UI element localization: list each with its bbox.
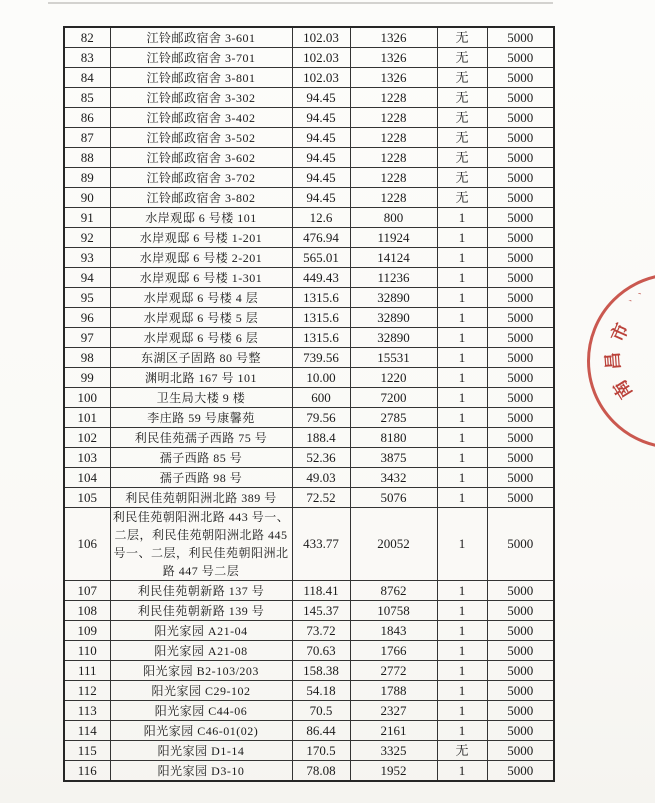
- standard-cell: 5000: [487, 581, 554, 601]
- table-row: [64, 741, 554, 761]
- amount-cell: 1326: [350, 27, 437, 48]
- area-cell: 600: [292, 388, 350, 408]
- seal-mark: 、: [624, 290, 638, 304]
- amount-cell: 8180: [350, 428, 437, 448]
- table-row: [64, 581, 554, 601]
- table-row: [64, 468, 554, 488]
- address-cell: 孺子西路 85 号: [110, 448, 292, 468]
- amount-cell: 15531: [350, 348, 437, 368]
- flag-cell: 无: [437, 168, 487, 188]
- flag-cell: 1: [437, 581, 487, 601]
- flag-cell: 1: [437, 448, 487, 468]
- table-row: [64, 188, 554, 208]
- flag-cell: 1: [437, 508, 487, 581]
- standard-cell: 5000: [487, 348, 554, 368]
- row-no-cell: 86: [64, 108, 110, 128]
- standard-cell: 5000: [487, 48, 554, 68]
- standard-cell: 5000: [487, 208, 554, 228]
- row-no-cell: 108: [64, 601, 110, 621]
- table-row: [64, 721, 554, 741]
- standard-cell: 5000: [487, 448, 554, 468]
- amount-cell: 2785: [350, 408, 437, 428]
- address-cell: 水岸观邸 6 号楼 2-201: [110, 248, 292, 268]
- area-cell: 49.03: [292, 468, 350, 488]
- row-no-cell: 93: [64, 248, 110, 268]
- row-no-cell: 106: [64, 508, 110, 581]
- standard-cell: 5000: [487, 88, 554, 108]
- flag-cell: 1: [437, 601, 487, 621]
- amount-cell: 1228: [350, 128, 437, 148]
- amount-cell: 8762: [350, 581, 437, 601]
- standard-cell: 5000: [487, 408, 554, 428]
- amount-cell: 2772: [350, 661, 437, 681]
- area-cell: 94.45: [292, 88, 350, 108]
- amount-cell: 11924: [350, 228, 437, 248]
- flag-cell: 无: [437, 741, 487, 761]
- address-cell: 利民佳苑朝阳洲北路 443 号一、二层，利民佳苑朝阳洲北路 445 号一、二层，利民佳苑朝阳洲北路 447 号二层: [110, 508, 292, 581]
- address-cell: 江铃邮政宿舍 3-402: [110, 108, 292, 128]
- address-cell: 利民佳苑孺子西路 75 号: [110, 428, 292, 448]
- area-cell: 102.03: [292, 27, 350, 48]
- table-row: [64, 348, 554, 368]
- address-cell: 李庄路 59 号康馨苑: [110, 408, 292, 428]
- table-row: [64, 681, 554, 701]
- area-cell: 449.43: [292, 268, 350, 288]
- row-no-cell: 112: [64, 681, 110, 701]
- row-no-cell: 96: [64, 308, 110, 328]
- seal-text-char: 南: [609, 376, 637, 403]
- seal-text-char: 昌: [602, 351, 624, 371]
- amount-cell: 3875: [350, 448, 437, 468]
- standard-cell: 5000: [487, 268, 554, 288]
- area-cell: 70.63: [292, 641, 350, 661]
- address-cell: 阳光家园 B2-103/203: [110, 661, 292, 681]
- row-no-cell: 88: [64, 148, 110, 168]
- flag-cell: 1: [437, 348, 487, 368]
- amount-cell: 10758: [350, 601, 437, 621]
- flag-cell: 1: [437, 288, 487, 308]
- amount-cell: 2161: [350, 721, 437, 741]
- table-row: [64, 208, 554, 228]
- row-no-cell: 114: [64, 721, 110, 741]
- row-no-cell: 101: [64, 408, 110, 428]
- row-no-cell: 95: [64, 288, 110, 308]
- address-cell: 江铃邮政宿舍 3-802: [110, 188, 292, 208]
- area-cell: 102.03: [292, 68, 350, 88]
- area-cell: 10.00: [292, 368, 350, 388]
- table-row: [64, 27, 554, 48]
- address-cell: 利民佳苑朝阳洲北路 389 号: [110, 488, 292, 508]
- address-cell: 渊明北路 167 号 101: [110, 368, 292, 388]
- address-cell: 水岸观邸 6 号楼 6 层: [110, 328, 292, 348]
- seal-ring: [587, 273, 655, 449]
- address-cell: 江铃邮政宿舍 3-502: [110, 128, 292, 148]
- flag-cell: 无: [437, 48, 487, 68]
- flag-cell: 无: [437, 188, 487, 208]
- address-cell: 江铃邮政宿舍 3-302: [110, 88, 292, 108]
- standard-cell: 5000: [487, 168, 554, 188]
- address-cell: 江铃邮政宿舍 3-602: [110, 148, 292, 168]
- standard-cell: 5000: [487, 188, 554, 208]
- flag-cell: 无: [437, 148, 487, 168]
- amount-cell: 3432: [350, 468, 437, 488]
- standard-cell: 5000: [487, 488, 554, 508]
- table-row: [64, 268, 554, 288]
- table-row: [64, 621, 554, 641]
- table-row: [64, 108, 554, 128]
- standard-cell: 5000: [487, 128, 554, 148]
- area-cell: 739.56: [292, 348, 350, 368]
- flag-cell: 1: [437, 681, 487, 701]
- area-cell: 12.6: [292, 208, 350, 228]
- flag-cell: 1: [437, 308, 487, 328]
- flag-cell: 无: [437, 128, 487, 148]
- amount-cell: 5076: [350, 488, 437, 508]
- standard-cell: 5000: [487, 741, 554, 761]
- amount-cell: 1228: [350, 108, 437, 128]
- area-cell: 70.5: [292, 701, 350, 721]
- flag-cell: 1: [437, 641, 487, 661]
- standard-cell: 5000: [487, 641, 554, 661]
- housing-table: [63, 26, 555, 782]
- standard-cell: 5000: [487, 228, 554, 248]
- table-row: [64, 48, 554, 68]
- flag-cell: 1: [437, 661, 487, 681]
- table-row: [64, 88, 554, 108]
- standard-cell: 5000: [487, 701, 554, 721]
- amount-cell: 1326: [350, 68, 437, 88]
- address-cell: 水岸观邸 6 号楼 1-301: [110, 268, 292, 288]
- amount-cell: 1843: [350, 621, 437, 641]
- address-cell: 水岸观邸 6 号楼 1-201: [110, 228, 292, 248]
- standard-cell: 5000: [487, 148, 554, 168]
- table-row: [64, 248, 554, 268]
- address-cell: 利民佳苑朝新路 137 号: [110, 581, 292, 601]
- row-no-cell: 87: [64, 128, 110, 148]
- flag-cell: 无: [437, 27, 487, 48]
- table-row: [64, 448, 554, 468]
- table-row: [64, 601, 554, 621]
- table-row: [64, 328, 554, 348]
- area-cell: 72.52: [292, 488, 350, 508]
- area-cell: 94.45: [292, 128, 350, 148]
- area-cell: 94.45: [292, 108, 350, 128]
- amount-cell: 1228: [350, 188, 437, 208]
- standard-cell: 5000: [487, 288, 554, 308]
- row-no-cell: 103: [64, 448, 110, 468]
- area-cell: 565.01: [292, 248, 350, 268]
- area-cell: 476.94: [292, 228, 350, 248]
- amount-cell: 32890: [350, 308, 437, 328]
- area-cell: 118.41: [292, 581, 350, 601]
- table-row: [64, 368, 554, 388]
- area-cell: 1315.6: [292, 308, 350, 328]
- area-cell: 86.44: [292, 721, 350, 741]
- standard-cell: 5000: [487, 508, 554, 581]
- table-row: [64, 148, 554, 168]
- row-no-cell: 99: [64, 368, 110, 388]
- amount-cell: 800: [350, 208, 437, 228]
- row-no-cell: 84: [64, 68, 110, 88]
- row-no-cell: 85: [64, 88, 110, 108]
- flag-cell: 1: [437, 388, 487, 408]
- standard-cell: 5000: [487, 621, 554, 641]
- row-no-cell: 105: [64, 488, 110, 508]
- row-no-cell: 109: [64, 621, 110, 641]
- amount-cell: 1766: [350, 641, 437, 661]
- flag-cell: 无: [437, 88, 487, 108]
- standard-cell: 5000: [487, 761, 554, 782]
- flag-cell: 1: [437, 408, 487, 428]
- standard-cell: 5000: [487, 721, 554, 741]
- flag-cell: 1: [437, 328, 487, 348]
- standard-cell: 5000: [487, 248, 554, 268]
- address-cell: 阳光家园 C44-06: [110, 701, 292, 721]
- standard-cell: 5000: [487, 68, 554, 88]
- table-row: [64, 488, 554, 508]
- address-cell: 江铃邮政宿舍 3-601: [110, 27, 292, 48]
- area-cell: 78.08: [292, 761, 350, 782]
- area-cell: 145.37: [292, 601, 350, 621]
- amount-cell: 1228: [350, 148, 437, 168]
- flag-cell: 1: [437, 268, 487, 288]
- table-row: [64, 388, 554, 408]
- table-row: [64, 228, 554, 248]
- table-row: [64, 308, 554, 328]
- row-no-cell: 102: [64, 428, 110, 448]
- standard-cell: 5000: [487, 368, 554, 388]
- address-cell: 阳光家园 D1-14: [110, 741, 292, 761]
- table-row: [64, 508, 554, 581]
- amount-cell: 3325: [350, 741, 437, 761]
- table-row: [64, 661, 554, 681]
- amount-cell: 14124: [350, 248, 437, 268]
- amount-cell: 7200: [350, 388, 437, 408]
- amount-cell: 1952: [350, 761, 437, 782]
- address-cell: 阳光家园 C46-01(02): [110, 721, 292, 741]
- row-no-cell: 104: [64, 468, 110, 488]
- standard-cell: 5000: [487, 681, 554, 701]
- table-row: [64, 761, 554, 782]
- row-no-cell: 89: [64, 168, 110, 188]
- table-row: [64, 68, 554, 88]
- standard-cell: 5000: [487, 661, 554, 681]
- address-cell: 卫生局大楼 9 楼: [110, 388, 292, 408]
- row-no-cell: 91: [64, 208, 110, 228]
- table-row: [64, 288, 554, 308]
- seal-text-char: 市: [607, 320, 633, 345]
- flag-cell: 1: [437, 468, 487, 488]
- standard-cell: 5000: [487, 108, 554, 128]
- row-no-cell: 110: [64, 641, 110, 661]
- standard-cell: 5000: [487, 428, 554, 448]
- flag-cell: 1: [437, 701, 487, 721]
- flag-cell: 1: [437, 761, 487, 782]
- area-cell: 52.36: [292, 448, 350, 468]
- amount-cell: 1228: [350, 168, 437, 188]
- flag-cell: 无: [437, 108, 487, 128]
- address-cell: 江铃邮政宿舍 3-801: [110, 68, 292, 88]
- area-cell: 94.45: [292, 188, 350, 208]
- area-cell: 102.03: [292, 48, 350, 68]
- row-no-cell: 115: [64, 741, 110, 761]
- standard-cell: 5000: [487, 468, 554, 488]
- flag-cell: 1: [437, 208, 487, 228]
- area-cell: 54.18: [292, 681, 350, 701]
- amount-cell: 32890: [350, 328, 437, 348]
- amount-cell: 20052: [350, 508, 437, 581]
- address-cell: 水岸观邸 6 号楼 101: [110, 208, 292, 228]
- standard-cell: 5000: [487, 308, 554, 328]
- table-row: [64, 408, 554, 428]
- standard-cell: 5000: [487, 388, 554, 408]
- row-no-cell: 82: [64, 27, 110, 48]
- amount-cell: 11236: [350, 268, 437, 288]
- area-cell: 433.77: [292, 508, 350, 581]
- flag-cell: 1: [437, 621, 487, 641]
- area-cell: 73.72: [292, 621, 350, 641]
- area-cell: 1315.6: [292, 328, 350, 348]
- flag-cell: 1: [437, 488, 487, 508]
- table-row: [64, 168, 554, 188]
- amount-cell: 1228: [350, 88, 437, 108]
- flag-cell: 1: [437, 368, 487, 388]
- flag-cell: 1: [437, 428, 487, 448]
- flag-cell: 1: [437, 228, 487, 248]
- address-cell: 阳光家园 C29-102: [110, 681, 292, 701]
- address-cell: 江铃邮政宿舍 3-702: [110, 168, 292, 188]
- row-no-cell: 94: [64, 268, 110, 288]
- address-cell: 孺子西路 98 号: [110, 468, 292, 488]
- row-no-cell: 107: [64, 581, 110, 601]
- row-no-cell: 92: [64, 228, 110, 248]
- table-row: [64, 641, 554, 661]
- row-no-cell: 97: [64, 328, 110, 348]
- row-no-cell: 83: [64, 48, 110, 68]
- address-cell: 水岸观邸 6 号楼 5 层: [110, 308, 292, 328]
- flag-cell: 无: [437, 68, 487, 88]
- address-cell: 阳光家园 D3-10: [110, 761, 292, 782]
- area-cell: 94.45: [292, 168, 350, 188]
- address-cell: 阳光家园 A21-08: [110, 641, 292, 661]
- flag-cell: 1: [437, 248, 487, 268]
- area-cell: 79.56: [292, 408, 350, 428]
- area-cell: 170.5: [292, 741, 350, 761]
- standard-cell: 5000: [487, 328, 554, 348]
- table-row: [64, 428, 554, 448]
- row-no-cell: 116: [64, 761, 110, 782]
- standard-cell: 5000: [487, 601, 554, 621]
- row-no-cell: 90: [64, 188, 110, 208]
- seal-mark: 、: [634, 283, 648, 297]
- scan-artifact-line: [48, 2, 553, 4]
- amount-cell: 1326: [350, 48, 437, 68]
- area-cell: 158.38: [292, 661, 350, 681]
- amount-cell: 32890: [350, 288, 437, 308]
- row-no-cell: 100: [64, 388, 110, 408]
- area-cell: 94.45: [292, 148, 350, 168]
- amount-cell: 1220: [350, 368, 437, 388]
- amount-cell: 2327: [350, 701, 437, 721]
- row-no-cell: 98: [64, 348, 110, 368]
- standard-cell: 5000: [487, 27, 554, 48]
- flag-cell: 1: [437, 721, 487, 741]
- address-cell: 东湖区子固路 80 号整: [110, 348, 292, 368]
- address-cell: 阳光家园 A21-04: [110, 621, 292, 641]
- address-cell: 利民佳苑朝新路 139 号: [110, 601, 292, 621]
- table-body: [64, 27, 554, 781]
- row-no-cell: 111: [64, 661, 110, 681]
- table-row: [64, 701, 554, 721]
- row-no-cell: 113: [64, 701, 110, 721]
- area-cell: 1315.6: [292, 288, 350, 308]
- address-cell: 水岸观邸 6 号楼 4 层: [110, 288, 292, 308]
- address-cell: 江铃邮政宿舍 3-701: [110, 48, 292, 68]
- area-cell: 188.4: [292, 428, 350, 448]
- amount-cell: 1788: [350, 681, 437, 701]
- table-row: [64, 128, 554, 148]
